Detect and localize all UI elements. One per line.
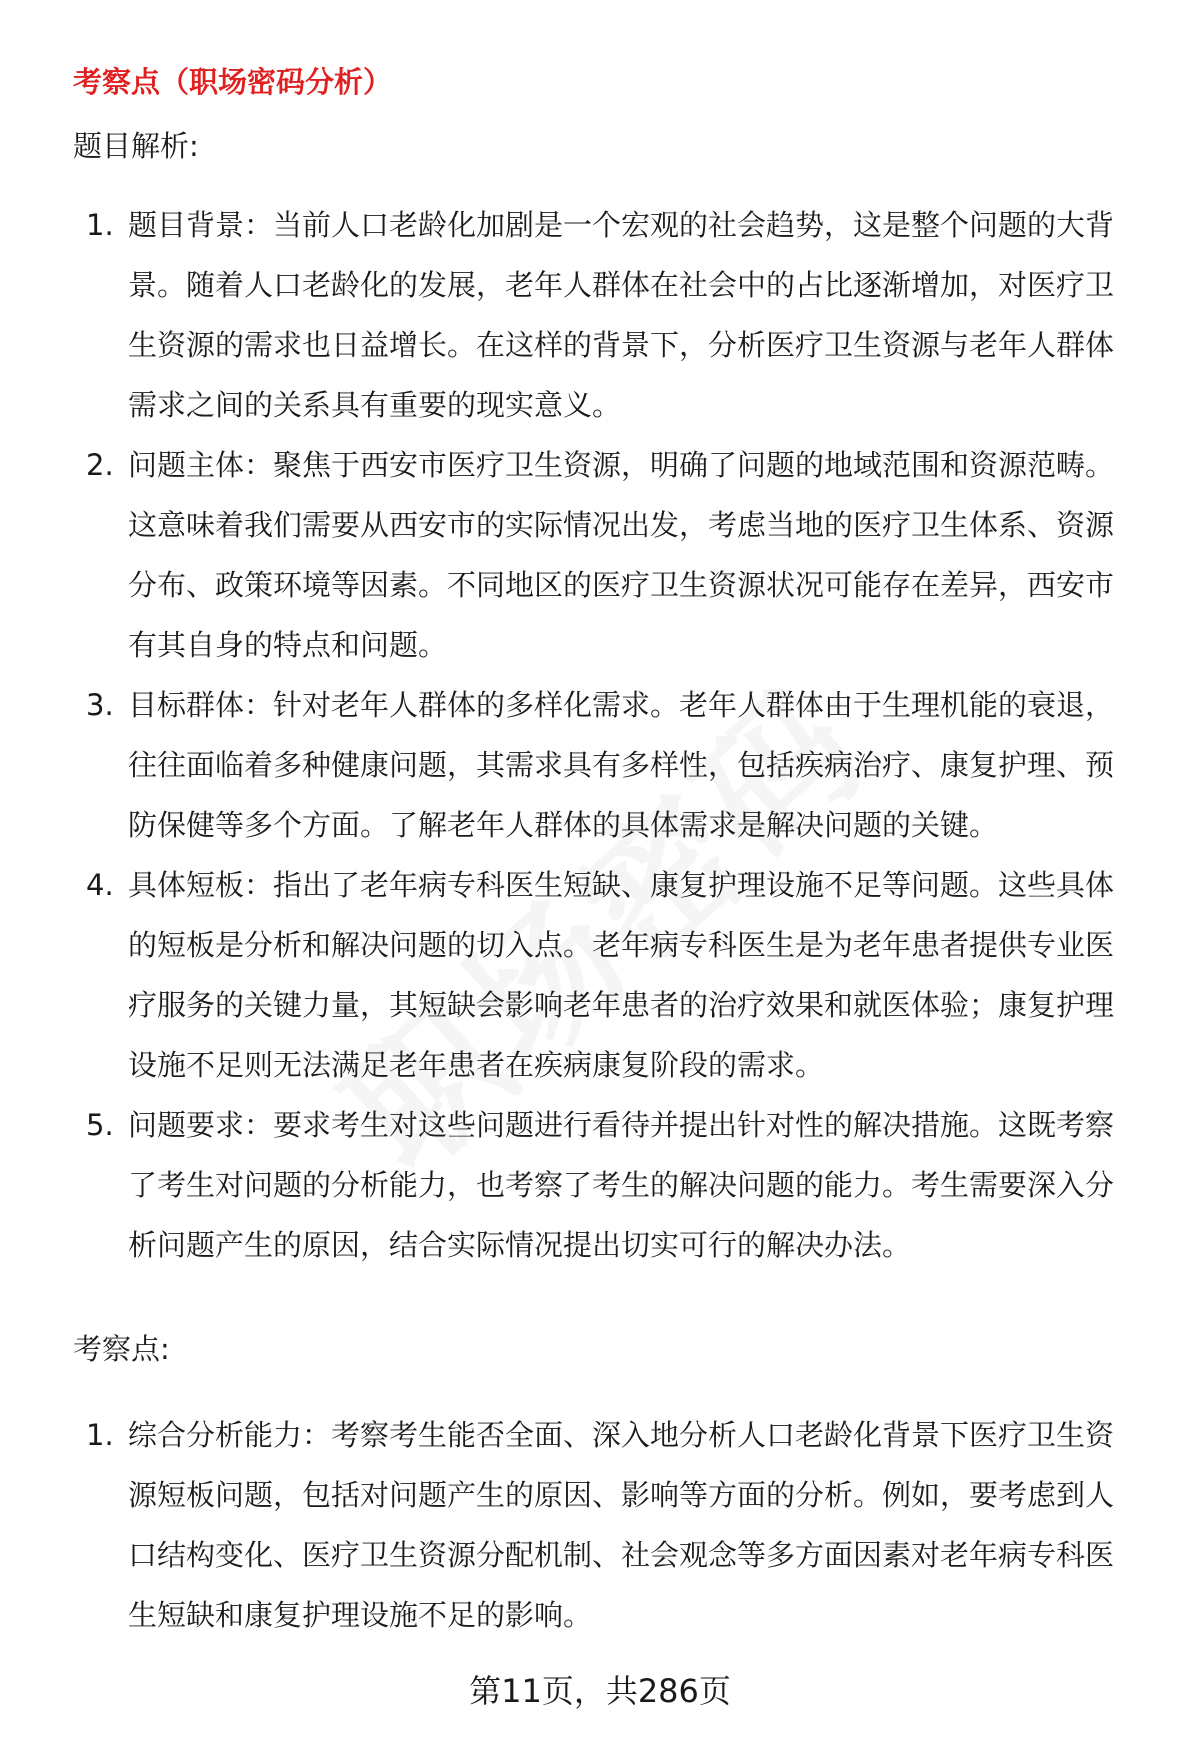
points-heading: 考察点: <box>73 1332 170 1366</box>
list-item-text: 综合分析能力：考察考生能否全面、深入地分析人口老龄化背景下医疗卫生资源短板问题，包括对问题产生的原因、影响等方面的分析。例如，要考虑到人口结构变化、医疗卫生资源分配机制、社会观念等多方面因素对老年病专科医生短缺和康复护理设施不足的影响。 <box>128 1418 1115 1632</box>
points-list <box>0 1405 1200 1645</box>
analysis-heading: 题目解析: <box>73 129 199 163</box>
list-item-text: 目标群体：针对老年人群体的多样化需求。老年人群体由于生理机能的衰退，往往面临着多种健康问题，其需求具有多样性，包括疾病治疗、康复护理、预防保健等多个方面。了解老年人群体的具体需求是解决问题的关键。 <box>128 688 1115 842</box>
list-item-number: 1. <box>86 1418 114 1452</box>
list-item-number: 2. <box>86 448 114 482</box>
list-item <box>0 675 1200 855</box>
list-item <box>0 855 1200 1095</box>
list-item-text: 题目背景：当前人口老龄化加剧是一个宏观的社会趋势，这是整个问题的大背景。随着人口老龄化的发展，老年人群体在社会中的占比逐渐增加，对医疗卫生资源的需求也日益增长。在这样的背景下，分析医疗卫生资源与老年人群体需求之间的关系具有重要的现实意义。 <box>128 208 1115 422</box>
list-item-number: 4. <box>86 868 114 902</box>
list-item <box>0 435 1200 675</box>
list-item <box>0 195 1200 435</box>
list-item-text: 问题主体：聚焦于西安市医疗卫生资源，明确了问题的地域范围和资源范畴。这意味着我们需要从西安市的实际情况出发，考虑当地的医疗卫生体系、资源分布、政策环境等因素。不同地区的医疗卫生资源状况可能存在差异，西安市有其自身的特点和问题。 <box>128 448 1115 662</box>
list-item-number: 3. <box>86 688 114 722</box>
list-item-number: 1. <box>86 208 114 242</box>
analysis-list <box>0 195 1200 1275</box>
list-item-text: 具体短板：指出了老年病专科医生短缺、康复护理设施不足等问题。这些具体的短板是分析和解决问题的切入点。老年病专科医生是为老年患者提供专业医疗服务的关键力量，其短缺会影响老年患者的治疗效果和就医体验；康复护理设施不足则无法满足老年患者在疾病康复阶段的需求。 <box>128 868 1115 1082</box>
page-footer: 第11页，共286页 <box>469 1672 731 1710</box>
list-item <box>0 1405 1200 1645</box>
list-item-text: 问题要求：要求考生对这些问题进行看待并提出针对性的解决措施。这既考察了考生对问题的分析能力，也考察了考生的解决问题的能力。考生需要深入分析问题产生的原因，结合实际情况提出切实可行的解决办法。 <box>128 1108 1115 1262</box>
list-item <box>0 1095 1200 1275</box>
section-title: 考察点（职场密码分析） <box>73 65 393 99</box>
list-item-number: 5. <box>86 1108 114 1142</box>
